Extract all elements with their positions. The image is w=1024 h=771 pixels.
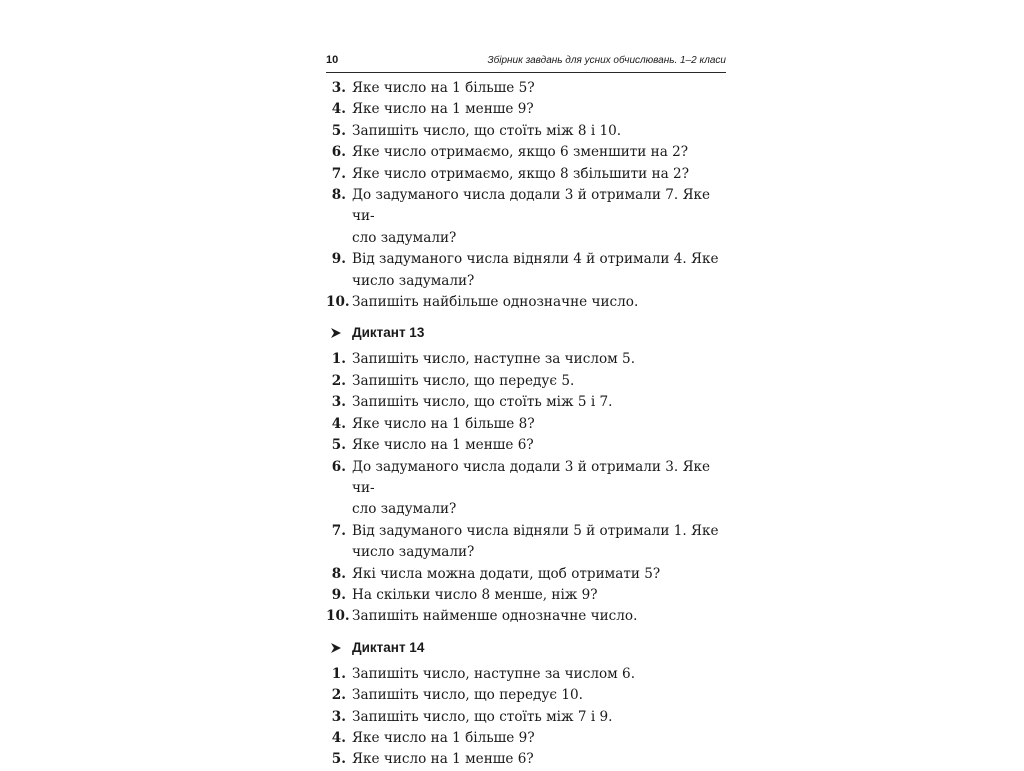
list-item — [326, 664, 726, 685]
dictation-13-heading — [326, 324, 726, 346]
dictation-13-title: Диктант 13 — [352, 325, 425, 341]
item-number: 1. — [331, 351, 346, 368]
list-item — [326, 564, 726, 585]
item-number: 6. — [331, 144, 346, 161]
arrowhead-bullet-icon — [330, 642, 342, 654]
list-item — [326, 707, 726, 728]
item-number: 2. — [331, 372, 346, 389]
item-number: 10. — [326, 294, 350, 311]
item-text: Яке число отримаємо, якщо 8 збільшити на 2? — [352, 165, 689, 182]
item-text: Яке число на 1 більше 9? — [352, 729, 535, 746]
item-text: До задуманого числа додали 3 й отримали 3. Яке чи- сло задумали? — [352, 458, 711, 518]
item-text: Від задуманого числа відняли 4 й отримали 4. Яке число задумали? — [352, 251, 719, 289]
item-number: 7. — [331, 522, 346, 539]
item-number: 3. — [331, 80, 346, 96]
page-number: 10 — [326, 54, 339, 66]
item-text: Яке число на 1 більше 5? — [352, 80, 535, 96]
list-item — [326, 728, 726, 749]
dictation-14-heading — [326, 639, 726, 661]
list-item — [326, 521, 726, 564]
item-number: 4. — [331, 101, 346, 118]
item-text: Запишіть найменше однозначне число. — [352, 608, 638, 625]
list-item — [326, 457, 726, 521]
list-item — [326, 685, 726, 706]
list-item — [326, 185, 726, 249]
list-item — [326, 249, 726, 292]
item-text: Яке число на 1 менше 9? — [352, 101, 534, 118]
previous-dictation-list — [326, 78, 726, 313]
list-item — [326, 142, 726, 163]
list-item — [326, 414, 726, 435]
list-item — [326, 392, 726, 413]
item-number: 5. — [331, 751, 346, 768]
list-item — [326, 121, 726, 142]
list-item — [326, 585, 726, 606]
item-text: Які числа можна додати, щоб отримати 5? — [352, 565, 661, 582]
item-number: 3. — [331, 394, 346, 411]
arrowhead-bullet-icon — [330, 327, 342, 339]
list-item — [326, 606, 726, 627]
item-text: На скільки число 8 менше, ніж 9? — [352, 586, 598, 603]
item-number: 3. — [331, 708, 346, 725]
item-text: Запишіть число, наступне за числом 6. — [352, 665, 636, 682]
running-title: Збірник завдань для усних обчислювань. 1–2 класи — [487, 55, 726, 66]
item-text: Яке число на 1 більше 8? — [352, 415, 535, 432]
page-header — [326, 50, 726, 73]
list-item — [326, 78, 726, 99]
item-number: 5. — [331, 122, 346, 139]
item-text: Запишіть число, що передує 5. — [352, 372, 575, 389]
item-text: Запишіть число, що стоїть між 7 і 9. — [352, 708, 613, 725]
item-text: Запишіть число, що стоїть між 5 і 7. — [352, 394, 613, 411]
list-item — [326, 164, 726, 185]
dictation-13-list — [326, 349, 726, 627]
item-text: Яке число на 1 менше 6? — [352, 751, 534, 768]
item-number: 8. — [331, 565, 346, 582]
list-item — [326, 435, 726, 456]
list-item — [326, 349, 726, 370]
item-number: 8. — [331, 187, 346, 204]
item-text: Яке число на 1 менше 6? — [352, 437, 534, 454]
item-text: Запишіть число, що стоїть між 8 і 10. — [352, 122, 622, 139]
item-number: 4. — [331, 729, 346, 746]
book-page — [326, 50, 726, 771]
list-item — [326, 292, 726, 313]
dictation-14-list — [326, 664, 726, 771]
item-text: Запишіть число, наступне за числом 5. — [352, 351, 636, 368]
item-number: 7. — [331, 165, 346, 182]
item-number: 10. — [326, 608, 350, 625]
list-item — [326, 371, 726, 392]
item-text: Яке число отримаємо, якщо 6 зменшити на 2? — [352, 144, 689, 161]
item-number: 1. — [331, 665, 346, 682]
item-number: 5. — [331, 437, 346, 454]
list-item — [326, 99, 726, 120]
item-number: 9. — [331, 586, 346, 603]
item-number: 4. — [331, 415, 346, 432]
item-number: 2. — [331, 687, 346, 704]
item-number: 6. — [331, 458, 346, 475]
dictation-14-title: Диктант 14 — [352, 639, 425, 655]
item-text: Запишіть число, що передує 10. — [352, 687, 583, 704]
item-text: Від задуманого числа відняли 5 й отримали 1. Яке число задумали? — [352, 522, 719, 561]
item-text: До задуманого числа додали 3 й отримали 7. Яке чи- сло задумали? — [352, 187, 711, 246]
item-number: 9. — [331, 251, 346, 268]
item-text: Запишіть найбільше однозначне число. — [352, 294, 639, 311]
